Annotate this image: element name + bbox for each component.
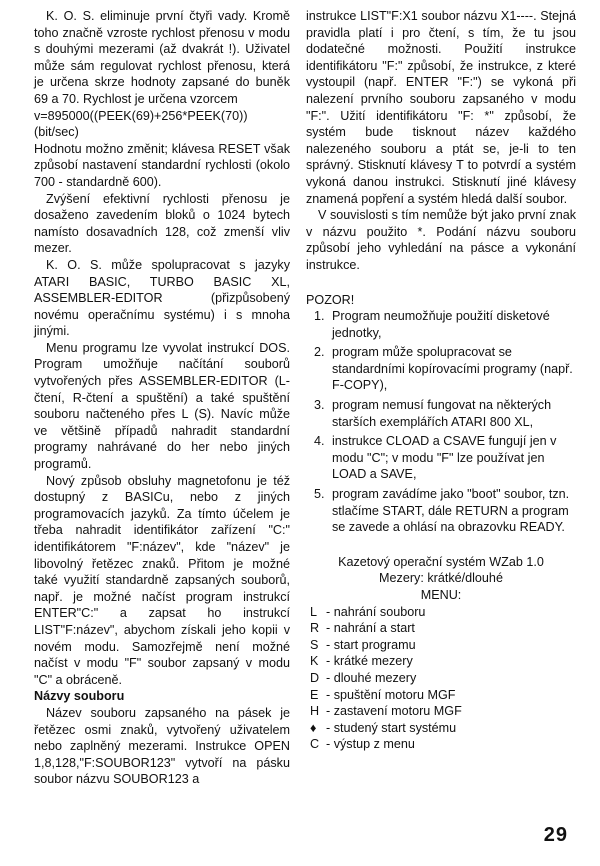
- menu-item: [310, 720, 576, 737]
- menu-item: [310, 604, 576, 621]
- menu-key: H: [310, 704, 320, 719]
- list-item: 2. program může spolupracovat se standardními kopírovacími programy (např. F-COPY),: [328, 344, 576, 394]
- paragraph: instrukce LIST"F:X1 soubor názvu X1----. Stejná pravidla platí i pro čtení, s tím, že tu jsou dodatečné možnosti. Použití instrukce identifikátoru "F:" způsobí, že instrukce, z které vystoupil (např. ENTER "F:") se vykoná při nalezení prvního souboru zapsaného v modu "F:". Užití identifikátoru "F: *" způsobí, že systém bude tisknout název každého nalezeného souboru a ptát se, je-li to ten správný. Stisknutí klávesy T to potvrdí a systém vykoná danou instrukci. Stisknutí jiné klávesy znamená popření a systém hledá další soubor.: [306, 9, 576, 206]
- menu-label: - nahrání souboru: [326, 604, 426, 619]
- paragraph: K. O. S. eliminuje první čtyři vady. Kromě toho značně vzroste rychlost přenosu v modu s douhými mezerami (až dvakrát !). Uživatel může sám regulovat rychlost přenosu, která je určena skrze hodnoty zapsané do buněk 69 a 70. Rychlost je určena vzorcem: [34, 9, 290, 106]
- formula: v=895000((PEEK(69)+256*PEEK(70)) (bit/sec): [34, 108, 248, 140]
- paragraph: Zvýšení efektivní rychlosti přenosu je dosaženo zavedením bloků o 1024 bytech namísto dosavadních 128, což zmenší vliv mezer.: [34, 191, 290, 256]
- menu-key: K: [310, 654, 319, 669]
- menu-heading: MENU:: [420, 588, 462, 602]
- right-column: [306, 8, 576, 753]
- menu-key: S: [310, 637, 319, 652]
- menu-item: [310, 736, 576, 753]
- paragraph: Menu programu lze vyvolat instrukcí DOS. Program umožňuje načítání souborů vytvořených přes ASSEMBLER-EDITOR (L-čtení, R-čtení a spuštění) a také spuštění souboru načteného přes L (S). Navíc může ve většině případů nahradit standardní programy nahrávané do her nebo jiných programů.: [34, 340, 290, 472]
- menu-item: [310, 703, 576, 720]
- list-item: 4. instrukce CLOAD a CSAVE fungují jen v modu "C"; v modu "F" lze používat jen LOAD a SAVE,: [328, 433, 576, 483]
- menu-key: E: [310, 687, 319, 702]
- menu-item: [310, 653, 576, 670]
- menu-list: [306, 604, 576, 753]
- left-column: [34, 8, 290, 788]
- menu-label: - dlouhé mezery: [326, 670, 417, 685]
- list-item: 1. Program neumožňuje použití disketové jednotky,: [328, 308, 576, 341]
- menu-key: R: [310, 621, 320, 636]
- menu-item: [310, 637, 576, 654]
- paragraph: V souvislosti s tím nemůže být jako první znak v názvu použito *. Podání názvu souboru způsobí jeho vyhledání na pásce a vykonání instrukce.: [306, 208, 576, 272]
- menu-key: C: [310, 737, 320, 752]
- paragraph: Hodnotu možno změnit; klávesa RESET však způsobí nastavení standardní rychlosti (okolo 700 - standardně 600).: [34, 141, 290, 189]
- menu-key: L: [310, 604, 318, 619]
- menu-item: [310, 620, 576, 637]
- menu-title: Kazetový operační systém WZab 1.0: [338, 554, 544, 569]
- menu-label: - spuštění motoru MGF: [326, 687, 456, 702]
- menu-item: [310, 670, 576, 687]
- page-number: 29: [543, 824, 568, 846]
- menu-key: D: [310, 670, 320, 685]
- menu-key: ♦: [310, 720, 317, 735]
- menu-label: - studený start systému: [326, 720, 457, 735]
- menu-label: - výstup z menu: [326, 737, 415, 752]
- paragraph: K. O. S. může spolupracovat s jazyky ATARI BASIC, TURBO BASIC XL, ASSEMBLER-EDITOR (přizpůsobený novému operačnímu systému) i s mnoha jinými.: [34, 257, 290, 339]
- menu-item: [310, 687, 576, 704]
- section-heading: Názvy souboru: [34, 689, 125, 704]
- menu-label: - start programu: [326, 637, 416, 652]
- menu-label: - krátké mezery: [326, 654, 413, 669]
- paragraph: Nový způsob obsluhy magnetofonu je též dostupný z BASICu, nebo z jiných programovacích jazyků. Za tímto účelem je třeba nahradit identifikátor zařízení "C:" identifikátorem "F:název", kde "název" je libovolný řetězec znaků. Přitom je možné také využití standardně zapsaných souborů, např. je možné načíst program instrukcí ENTER"C:" a zapsat ho instrukcí LIST"F:název", abychom získali jeho kopii v novém modu. Samozřejmě není možné načíst v modu "F" soubor zapsaný v modu "C" a obráceně.: [34, 473, 290, 687]
- list-item: 5. program zavádíme jako "boot" soubor, tzn. stlačíme START, dále RETURN a program se zavede a ohlásí na obrazovku READY.: [328, 486, 576, 536]
- menu-label: - nahrání a start: [326, 621, 415, 636]
- list-item: 3. program nemusí fungovat na některých starších exemplářích ATARI 800 XL,: [328, 397, 576, 430]
- menu-label: - zastavení motoru MGF: [326, 704, 462, 719]
- paragraph: Název souboru zapsaného na pásek je řetězec osmi znaků, vytvořený uživatelem nebo zaplněný mezerami. Instrukce OPEN 1,8,128,"F:SOUBOR123" vytvoří na pásku soubor názvu SOUBOR123 a: [34, 705, 290, 787]
- warning-title: POZOR!: [306, 292, 355, 307]
- warning-list: [306, 308, 576, 536]
- menu-subtitle: Mezery: krátké/dlouhé: [379, 571, 503, 586]
